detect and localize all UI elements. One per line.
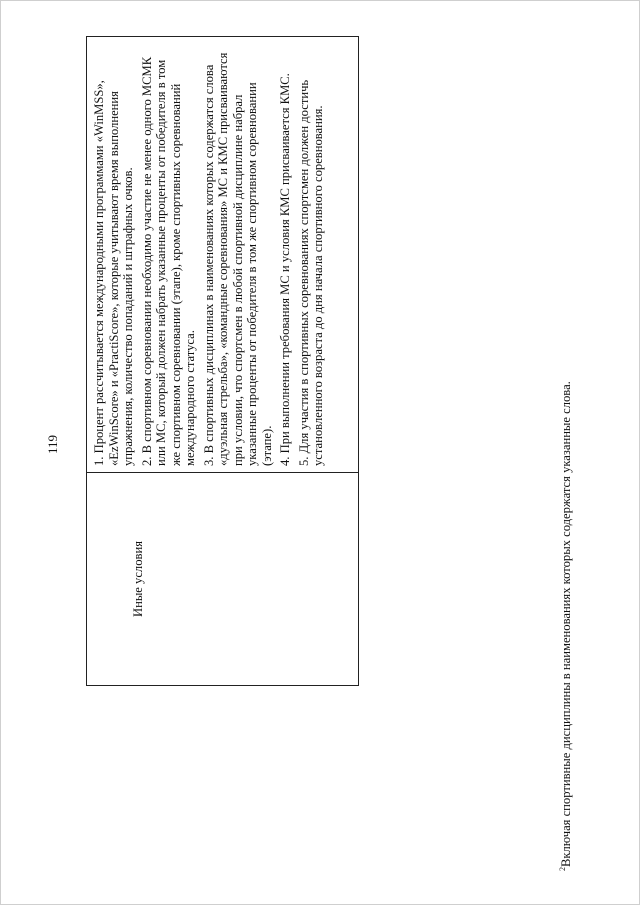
condition-item-1: 1. Процент рассчитывается международными программами «WinMSS», «EzWinScore» и «PractiScore», которые учитывают время выполнения упражнения, количество попаданий и штрафных очков. [92,80,135,466]
footnote [558,381,574,871]
row-label: Иные условия [87,473,359,686]
footnote-text: Включая спортивные дисциплины в наименованиях которых содержатся указанные слова. [559,381,573,867]
page-number: 119 [45,434,60,454]
conditions-cell [87,37,359,473]
condition-item-5: 5. Для участия в спортивных соревнованиях спортсмен должен достичь установленного возраста до дня начала спортивного соревнования. [296,79,325,466]
rotated-content [21,21,621,886]
conditions-table [86,36,359,686]
condition-item-3: 3. В спортивных дисциплинах в наименованиях которых содержатся слова «дуэльная стрельба», «командные соревнования» МС и КМС присваиваются при условии, что спортсмен в любой спортивной дисциплине набрал указанные проценты от победителя в том же спортивном соревновании (этапе). [201,52,274,466]
footnote-marker: 2 [558,867,567,871]
table-row [87,37,359,686]
condition-item-4: 4. При выполнении требования МС и условия КМС присваивается КМС. [278,73,292,466]
condition-item-2: 2. В спортивном соревновании необходимо участие не менее одного МСМК или МС, который должен набрать указанные проценты от победителя в том же спортивном соревновании (этапе), кроме спортивных соревнований международного статуса. [139,56,197,466]
